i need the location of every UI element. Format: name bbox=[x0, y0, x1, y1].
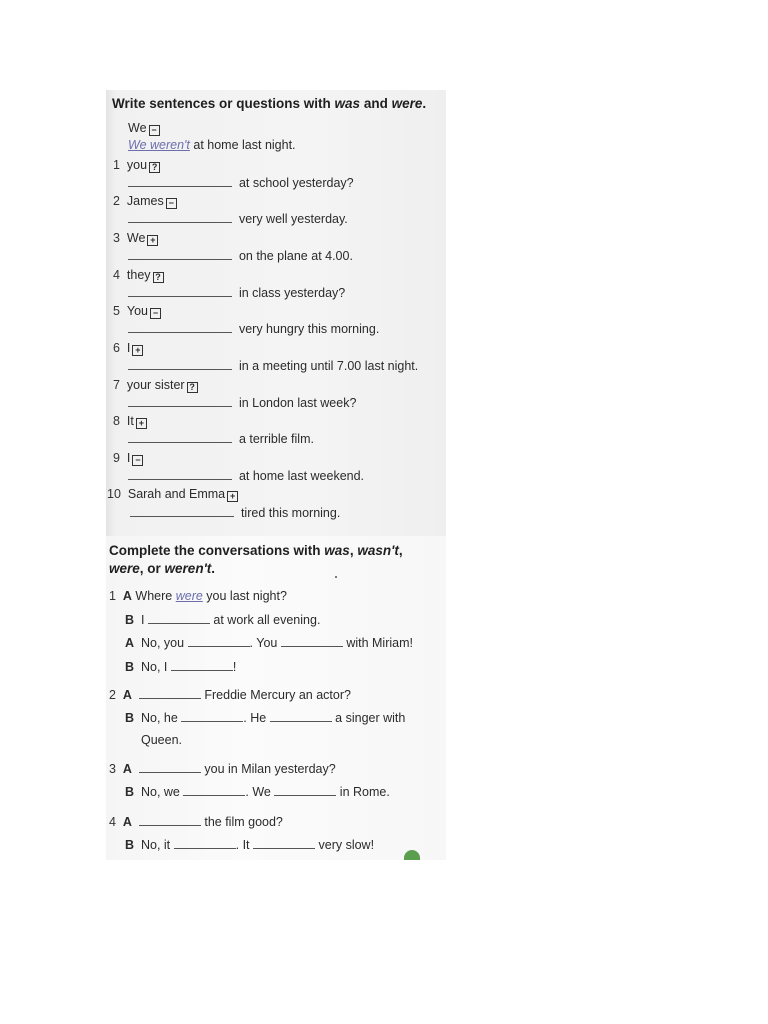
speaker-label: A bbox=[122, 815, 132, 829]
item-subject: I bbox=[126, 341, 131, 355]
line-text: a singer with bbox=[331, 711, 406, 725]
line-text: No, I bbox=[140, 660, 171, 674]
item-rest: in class yesterday? bbox=[238, 286, 346, 300]
question-box-icon: ? bbox=[149, 162, 160, 173]
answer-blank[interactable] bbox=[128, 175, 232, 187]
speaker-label: B bbox=[125, 838, 135, 852]
line-text: Freddie Mercury an actor? bbox=[200, 688, 351, 702]
title-text: . bbox=[211, 561, 216, 576]
item-6-sentence bbox=[128, 358, 418, 374]
speaker-label: A bbox=[125, 636, 135, 650]
conv-3-line-2 bbox=[125, 784, 390, 800]
item-rest: very hungry this morning. bbox=[238, 322, 380, 336]
speaker-label: B bbox=[125, 613, 135, 627]
minus-box-icon: − bbox=[132, 455, 143, 466]
line-text: in Rome. bbox=[336, 785, 390, 799]
item-number: 7 bbox=[113, 378, 120, 392]
plus-box-icon: + bbox=[132, 345, 143, 356]
line-text: at work all evening. bbox=[209, 613, 321, 627]
answer-blank[interactable] bbox=[253, 837, 315, 849]
title-were: were bbox=[109, 561, 140, 576]
answer-blank[interactable] bbox=[139, 761, 201, 773]
item-number: 5 bbox=[113, 304, 120, 318]
answer-blank[interactable] bbox=[281, 635, 343, 647]
conv-2-line-2 bbox=[125, 710, 405, 726]
exercise-2-title-line-1 bbox=[109, 543, 403, 558]
item-rest: at home last weekend. bbox=[238, 469, 365, 483]
conv-4-line-2 bbox=[125, 837, 374, 853]
answer-blank[interactable] bbox=[274, 784, 336, 796]
answer-blank[interactable] bbox=[128, 321, 232, 333]
example-answer: were bbox=[175, 589, 203, 603]
item-number: 8 bbox=[113, 414, 120, 428]
exercise-1-title bbox=[112, 96, 426, 111]
line-text: you in Milan yesterday? bbox=[200, 762, 336, 776]
conv-3-line-1 bbox=[109, 761, 336, 777]
answer-blank[interactable] bbox=[183, 784, 245, 796]
item-number: 9 bbox=[113, 451, 120, 465]
item-rest: a terrible film. bbox=[238, 432, 314, 446]
conv-2-line-1 bbox=[109, 687, 351, 703]
example-rest: at home last night. bbox=[189, 138, 296, 152]
line-text: you last night? bbox=[202, 589, 287, 603]
title-were: were bbox=[391, 96, 423, 111]
title-was: was bbox=[324, 543, 350, 558]
item-3-sentence bbox=[128, 248, 353, 264]
title-text: . bbox=[422, 96, 427, 111]
item-5-prompt bbox=[113, 304, 161, 319]
answer-blank[interactable] bbox=[128, 431, 232, 443]
line-text: Where bbox=[135, 589, 176, 603]
speaker-label: B bbox=[125, 785, 135, 799]
item-subject: your sister bbox=[126, 378, 185, 392]
item-7-sentence bbox=[128, 395, 356, 411]
item-subject: Sarah and Emma bbox=[127, 487, 226, 501]
item-rest: on the plane at 4.00. bbox=[238, 249, 353, 263]
example-answer: We weren't bbox=[128, 138, 190, 152]
line-text: No, it bbox=[140, 838, 174, 852]
item-subject: they bbox=[126, 268, 151, 282]
line-text: No, you bbox=[140, 636, 188, 650]
item-1-prompt bbox=[113, 158, 160, 173]
plus-box-icon: + bbox=[147, 235, 158, 246]
item-9-sentence bbox=[128, 468, 364, 484]
item-subject: It bbox=[126, 414, 134, 428]
answer-blank[interactable] bbox=[139, 814, 201, 826]
minus-box-icon: − bbox=[150, 308, 161, 319]
example-answer-line bbox=[128, 138, 296, 153]
item-subject: James bbox=[126, 194, 164, 208]
answer-blank[interactable] bbox=[128, 285, 232, 297]
answer-blank[interactable] bbox=[174, 837, 236, 849]
line-text: No, we bbox=[140, 785, 184, 799]
item-subject: you bbox=[126, 158, 148, 172]
green-mark-icon bbox=[404, 850, 420, 860]
conv-1-line-4 bbox=[125, 659, 236, 675]
line-text: I bbox=[140, 613, 148, 627]
item-subject: I bbox=[126, 451, 131, 465]
line-text: the film good? bbox=[200, 815, 283, 829]
title-text: , bbox=[398, 543, 403, 558]
line-text: very slow! bbox=[315, 838, 375, 852]
item-rest: very well yesterday. bbox=[238, 212, 348, 226]
item-rest: at school yesterday? bbox=[238, 176, 354, 190]
answer-blank[interactable] bbox=[128, 468, 232, 480]
item-number: 10 bbox=[107, 487, 121, 501]
answer-blank[interactable] bbox=[139, 687, 201, 699]
plus-box-icon: + bbox=[227, 491, 238, 502]
conversation-number: 4 bbox=[109, 815, 116, 829]
item-6-prompt bbox=[113, 341, 143, 356]
line-text: . He bbox=[243, 711, 270, 725]
item-9-prompt bbox=[113, 451, 143, 466]
line-text: ! bbox=[232, 660, 237, 674]
title-wasnt: wasn't bbox=[357, 543, 399, 558]
item-2-prompt bbox=[113, 194, 177, 209]
item-10-sentence bbox=[130, 505, 340, 521]
item-7-prompt bbox=[113, 378, 198, 393]
item-rest: tired this morning. bbox=[240, 506, 341, 520]
question-box-icon: ? bbox=[153, 272, 164, 283]
minus-box-icon: − bbox=[149, 125, 160, 136]
item-rest: in London last week? bbox=[238, 396, 357, 410]
item-number: 2 bbox=[113, 194, 120, 208]
item-4-prompt bbox=[113, 268, 164, 283]
answer-blank[interactable] bbox=[128, 395, 232, 407]
item-number: 3 bbox=[113, 231, 120, 245]
item-number: 6 bbox=[113, 341, 120, 355]
speaker-label: A bbox=[122, 762, 132, 776]
line-text: No, he bbox=[140, 711, 182, 725]
speaker-label: B bbox=[125, 711, 135, 725]
line-text: . It bbox=[235, 838, 254, 852]
question-box-icon: ? bbox=[187, 382, 198, 393]
speaker-label: A bbox=[122, 688, 132, 702]
title-werent: weren't bbox=[164, 561, 212, 576]
conversation-number: 3 bbox=[109, 762, 116, 776]
example-prompt bbox=[128, 121, 160, 136]
item-8-prompt bbox=[113, 414, 147, 429]
answer-blank[interactable] bbox=[128, 358, 232, 370]
item-8-sentence bbox=[128, 431, 314, 447]
item-1-sentence bbox=[128, 175, 354, 191]
speaker-label: A bbox=[122, 589, 132, 603]
example-subject: We bbox=[128, 121, 147, 135]
conversation-number: 1 bbox=[109, 589, 116, 603]
line-text: Queen. bbox=[141, 733, 183, 747]
item-3-prompt bbox=[113, 231, 158, 246]
line-text: with Miriam! bbox=[342, 636, 413, 650]
answer-blank[interactable] bbox=[148, 612, 210, 624]
conv-4-line-1 bbox=[109, 814, 283, 830]
item-rest: in a meeting until 7.00 last night. bbox=[238, 359, 419, 373]
title-text: , bbox=[349, 543, 358, 558]
conv-1-line-1 bbox=[109, 589, 287, 604]
answer-blank[interactable] bbox=[171, 659, 233, 671]
title-text: Complete the conversations with bbox=[109, 543, 325, 558]
speaker-label: B bbox=[125, 660, 135, 674]
item-4-sentence bbox=[128, 285, 345, 301]
item-number: 1 bbox=[113, 158, 120, 172]
answer-blank[interactable] bbox=[128, 248, 232, 260]
conv-1-line-2 bbox=[125, 612, 320, 628]
item-subject: We bbox=[126, 231, 146, 245]
exercise-2-title-line-2 bbox=[109, 561, 215, 576]
title-text: Write sentences or questions with bbox=[112, 96, 335, 111]
conversation-number: 2 bbox=[109, 688, 116, 702]
item-10-prompt bbox=[107, 487, 238, 502]
worksheet-scan bbox=[106, 90, 446, 860]
item-5-sentence bbox=[128, 321, 379, 337]
item-subject: You bbox=[126, 304, 148, 318]
minus-box-icon: − bbox=[166, 198, 177, 209]
line-text: . You bbox=[249, 636, 281, 650]
answer-blank[interactable] bbox=[128, 211, 232, 223]
scan-speck bbox=[335, 576, 337, 578]
answer-blank[interactable] bbox=[270, 710, 332, 722]
conv-2-line-3 bbox=[141, 733, 182, 748]
item-2-sentence bbox=[128, 211, 348, 227]
item-number: 4 bbox=[113, 268, 120, 282]
answer-blank[interactable] bbox=[181, 710, 243, 722]
answer-blank[interactable] bbox=[130, 505, 234, 517]
line-text: . We bbox=[245, 785, 275, 799]
conv-1-line-3 bbox=[125, 635, 413, 651]
answer-blank[interactable] bbox=[188, 635, 250, 647]
title-text: , or bbox=[139, 561, 165, 576]
title-was: was bbox=[334, 96, 361, 111]
title-text: and bbox=[360, 96, 392, 111]
plus-box-icon: + bbox=[136, 418, 147, 429]
